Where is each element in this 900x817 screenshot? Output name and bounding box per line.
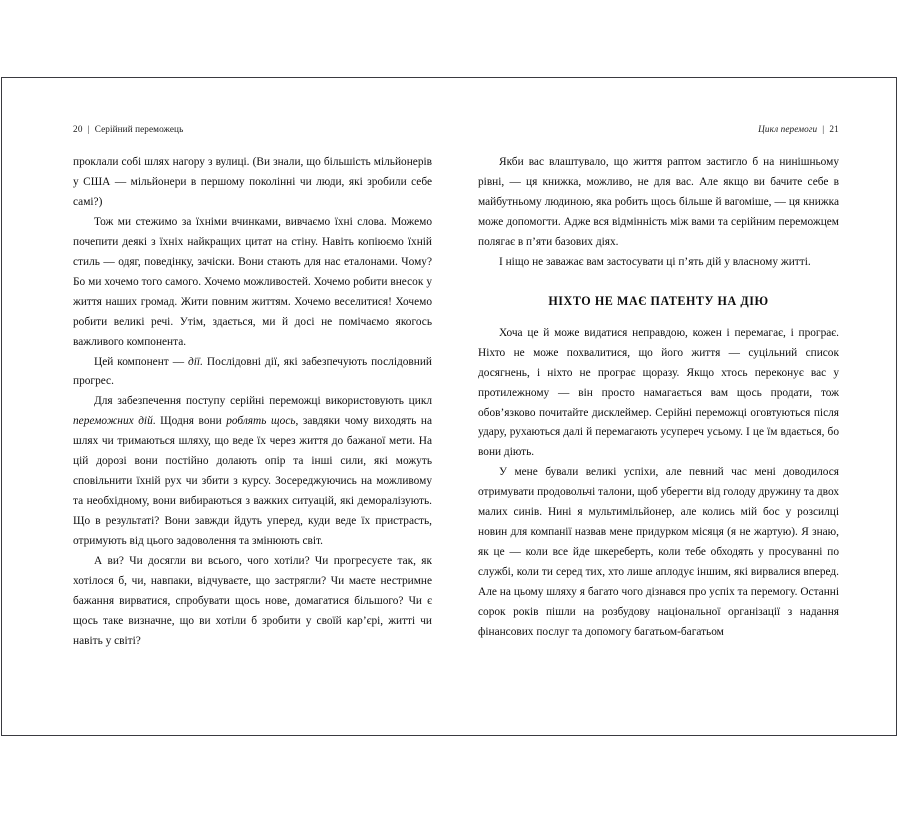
book-spread: [2, 78, 896, 735]
left-running-head: [73, 124, 432, 138]
book-spread-frame: [1, 77, 897, 736]
paragraph: Хоча це й може видатися неправдою, кожен і перемагає, і програє. Ніхто не може похвалитися, що його життя — суцільний список досягнень, і ніхто не програє щоразу. Якщо хтось переконує вас у протилежному — він просто намагається вам щось продати, тож обов’язково почитайте дисклеймер. Серійні переможці оговтуються після удару, рухаються далі й перемагають усупереч усьому. І це їм вдається, бо вони діють.: [478, 326, 839, 459]
paragraph: Для забезпечення поступу серійні переможці використовують цикл переможних дій. Щодня вони роблять щось, завдяки чому виходять на шлях чи тримаються шляху, що веде їх через життя до бажаної мети. На цій дорозі вони постійно долають опір та інші сили, які можуть сповільнити їхній рух чи збити з курсу. Зосереджуючись на можливому та необхідному, вони вибираються з важких ситуацій, які деморалізують. Що в результаті? Вони завжди йдуть уперед, куди веде їх пристрасть, отримують від цього задоволення та змінюють світ.: [73, 395, 432, 548]
emphasis-text: дії.: [188, 355, 203, 368]
left-page-body: [73, 153, 432, 652]
left-page: [2, 78, 449, 735]
right-running-head-title: Цикл перемоги: [758, 124, 818, 134]
right-page-number: 21: [829, 124, 839, 134]
paragraph: Тож ми стежимо за їхніми вчинками, вивчаємо їхні слова. Можемо почепити деякі з їхніх найкращих цитат на стіну. Навіть копіюємо їхній стиль — одяг, поведінку, зачіски. Вони стають для нас еталонами. Чому? Бо ми хочемо того самого. Хочемо можливостей. Хочемо робити внесок у життя наших громад. Жити повним життям. Хочемо веселитися! Хочемо робити великі речі. Утім, здається, ми й досі не помічаємо якогось важливого компонента.: [73, 215, 432, 348]
paragraph: проклали собі шлях нагору з вулиці. (Ви знали, що більшість мільйонерів у США — мільйонери в першому поколінні чи люди, які зробили себе самі?): [73, 156, 432, 208]
left-running-head-title: Серійний переможець: [94, 124, 184, 134]
left-page-number: 20: [73, 124, 83, 134]
left-running-head-separator: |: [87, 124, 90, 134]
right-running-head: [478, 124, 839, 138]
emphasis-text: переможних дій: [73, 415, 153, 428]
right-page-body: [478, 153, 839, 643]
right-running-head-separator: |: [822, 124, 825, 134]
paragraph: Цей компонент — дії. Послідовні дії, які забезпечують послідовний прогрес.: [73, 355, 432, 388]
section-heading: НІХТО НЕ МАЄ ПАТЕНТУ НА ДІЮ: [548, 293, 769, 308]
paragraph: У мене бували великі успіхи, але певний час мені доводилося отримувати продовольчі талони, щоб уберегти від голоду дружину та двох малих синів. Нині я мультимільйонер, але колись мій бос у розсилці новин для компанії назвав мене придурком місяця (я не жартую). Я знаю, як це — коли все йде шкереберть, коли тебе обходять у просуванні по службі, коли ти серед тих, хто лише аплодує іншим, які вирвалися вперед. Але на цьому шляху я багато чого дізнався про успіх та перемогу. Останні сорок років пішли на розбудову національної організації з надання фінансових послуг та допомогу багатьом-багатьом: [478, 466, 839, 639]
right-page: [449, 78, 896, 735]
emphasis-text: роблять щось: [226, 415, 296, 428]
paragraph: І ніщо не заважає вам застосувати ці п’ять дій у власному житті.: [499, 255, 811, 268]
paragraph: Якби вас влаштувало, що життя раптом застигло б на нинішньому рівні, — ця книжка, можливо, не для вас. Але якщо ви бачите себе в майбутньому людиною, яка робить щось більше й вагоміше, — ця книжка може допомогти. Адже вся відмінність між вами та серійним переможцем полягає в п’яти базових діях.: [478, 156, 839, 248]
paragraph: А ви? Чи досягли ви всього, чого хотіли? Чи прогресуєте так, як хотілося б, чи, навпаки, відчуваєте, що застрягли? Чи маєте нестримне бажання вирватися, спробувати щось нове, домагатися більшого? Чи є щось таке визначне, що ви хотіли б зробити у своїй кар’єрі, житті чи навіть у світі?: [73, 555, 432, 647]
